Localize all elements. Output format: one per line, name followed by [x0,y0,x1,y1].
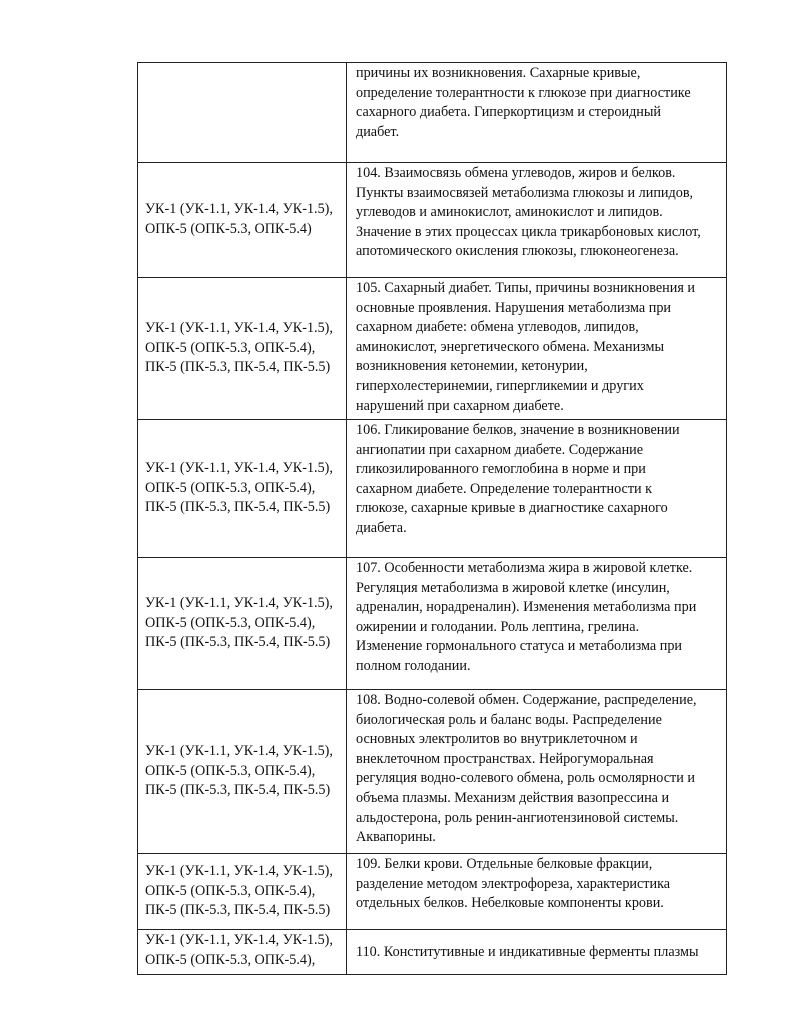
text-line: внеклеточном пространствах. Нейрогуморальная [356,750,654,767]
text-line: сахарного диабета. Гиперкортицизм и стероидный [356,104,662,121]
text-line: возникновения кетонемии, кетонурии, [356,358,588,375]
code-line: ОПК-5 (ОПК-5.3, ОПК-5.4), [145,882,316,899]
competency-codes-cell [138,420,347,558]
competency-codes-cell [138,558,347,690]
code-line: ОПК-5 (ОПК-5.3, ОПК-5.4), [145,339,316,356]
text-line: альдостерона, роль ренин-ангиотензиновой системы. [356,809,679,826]
topic-description-cell [347,558,727,690]
code-line: ОПК-5 (ОПК-5.3, ОПК-5.4), [145,951,316,968]
code-line: УК-1 (УК-1.1, УК-1.4, УК-1.5), [145,743,333,760]
topic-description-cell [347,163,727,278]
competency-codes-cell [138,63,347,163]
text-line: определение толерантности к глюкозе при диагностике [356,84,691,101]
code-line: УК-1 (УК-1.1, УК-1.4, УК-1.5), [145,595,333,612]
code-line: УК-1 (УК-1.1, УК-1.4, УК-1.5), [145,201,333,218]
text-line: Аквапорины. [356,829,436,846]
code-line: ПК-5 (ПК-5.3, ПК-5.4, ПК-5.5) [145,902,331,919]
text-line: Регуляция метаболизма в жировой клетке (инсулин, [356,579,670,596]
topic-description-cell [347,930,727,975]
competency-codes-cell [138,163,347,278]
text-line: Пункты взаимосвязей метаболизма глюкозы и липидов, [356,184,694,201]
competency-codes-cell [138,690,347,854]
code-line: УК-1 (УК-1.1, УК-1.4, УК-1.5), [145,932,333,948]
table-row [138,854,727,930]
table-row [138,163,727,278]
text-line: нарушений при сахарном диабете. [356,397,564,414]
text-line: гиперхолестеринемии, гипергликемии и других [356,377,644,394]
table-row [138,930,727,975]
code-line: УК-1 (УК-1.1, УК-1.4, УК-1.5), [145,863,333,880]
text-line: полном голодании. [356,657,471,674]
code-line: ОПК-5 (ОПК-5.3, ОПК-5.4), [145,614,316,631]
table-row [138,690,727,854]
competency-table-body [138,63,727,975]
text-line: гликозилированного гемоглобина в норме и при [356,461,646,478]
text-line: 110. Конститутивные и индикативные ферменты плазмы [356,944,699,961]
competency-codes-cell [138,854,347,930]
text-line: диабет. [356,123,400,140]
text-line: апотомического окисления глюкозы, глюконеогенеза. [356,243,679,260]
code-line: ПК-5 (ПК-5.3, ПК-5.4, ПК-5.5) [145,499,331,516]
text-line: регуляция водно-солевого обмена, роль осмолярности и [356,770,695,787]
text-line: 105. Сахарный диабет. Типы, причины возникновения и [356,280,695,296]
text-line: Изменение гормонального статуса и метаболизма при [356,638,683,655]
code-line: ОПК-5 (ОПК-5.3, ОПК-5.4) [145,221,312,237]
table-row [138,420,727,558]
competency-codes-cell [138,930,347,975]
text-line: 104. Взаимосвязь обмена углеводов, жиров и белков. [356,165,676,181]
topic-description-cell [347,690,727,854]
text-line: диабета. [356,519,407,536]
text-line: объема плазмы. Механизм действия вазопрессина и [356,789,670,806]
text-line: глюкозе, сахарные кривые в диагностике сахарного [356,500,668,517]
text-line: Значение в этих процессах цикла трикарбоновых кислот, [356,223,701,240]
text-line: углеводов и аминокислот, аминокислот и липидов. [356,204,663,221]
table-row [138,558,727,690]
competency-codes-cell [138,278,347,420]
text-line: отдельных белков. Небелковые компоненты крови. [356,895,664,912]
text-line: сахарном диабете: обмена углеводов, липидов, [356,319,639,336]
text-line: 109. Белки крови. Отдельные белковые фракции, [356,856,653,872]
code-line: УК-1 (УК-1.1, УК-1.4, УК-1.5), [145,460,333,477]
topic-description-cell [347,63,727,163]
text-line: сахарном диабете. Определение толерантности к [356,480,653,497]
code-line: УК-1 (УК-1.1, УК-1.4, УК-1.5), [145,320,333,337]
code-line: ПК-5 (ПК-5.3, ПК-5.4, ПК-5.5) [145,782,331,799]
code-line: ПК-5 (ПК-5.3, ПК-5.4, ПК-5.5) [145,359,331,376]
table-row [138,278,727,420]
code-line: ПК-5 (ПК-5.3, ПК-5.4, ПК-5.5) [145,634,331,651]
code-line: ОПК-5 (ОПК-5.3, ОПК-5.4), [145,762,316,779]
text-line: основные проявления. Нарушения метаболизма при [356,299,671,316]
code-line: ОПК-5 (ОПК-5.3, ОПК-5.4), [145,479,316,496]
text-line: основных электролитов во внутриклеточном и [356,731,638,748]
text-line: 107. Особенности метаболизма жира в жировой клетке. [356,560,693,576]
text-line: разделение методом электрофореза, характеристика [356,875,671,892]
text-line: 108. Водно-солевой обмен. Содержание, распределение, [356,692,697,708]
text-line: адреналин, норадреналин). Изменения метаболизма при [356,599,697,616]
topic-description-cell [347,854,727,930]
text-line: 106. Гликирование белков, значение в возникновении [356,422,680,438]
competency-table [137,62,727,975]
text-line: аминокислот, энергетического обмена. Механизмы [356,338,665,355]
topic-description-cell [347,420,727,558]
table-row [138,63,727,163]
text-line: ожирении и голодании. Роль лептина, грелина. [356,618,640,635]
topic-description-cell [347,278,727,420]
text-line: ангиопатии при сахарном диабете. Содержание [356,441,644,458]
text-line: причины их возникновения. Сахарные кривые, [356,65,641,81]
text-line: биологическая роль и баланс воды. Распределение [356,711,662,728]
